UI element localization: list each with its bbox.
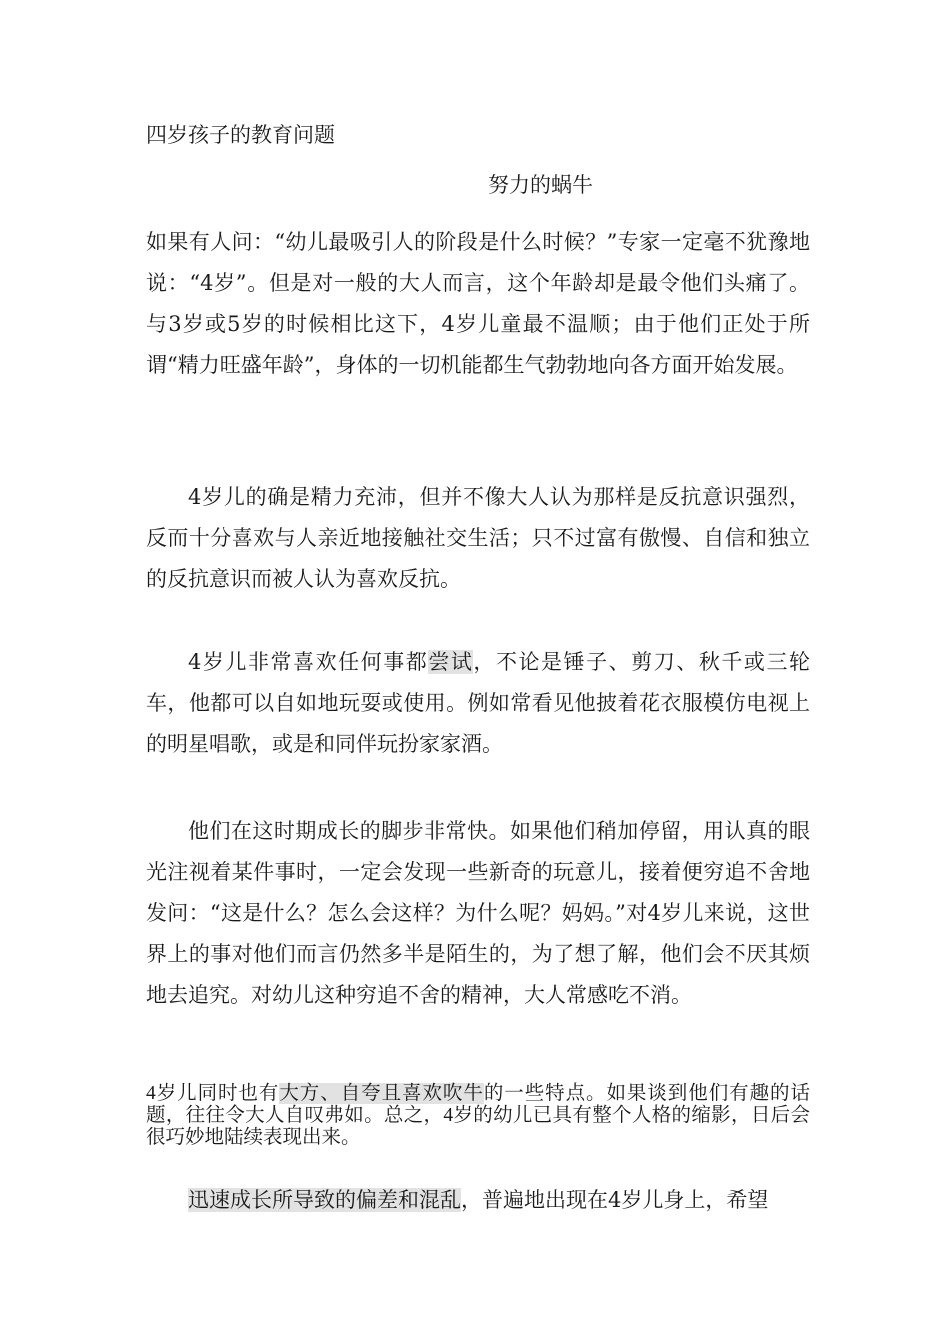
text-segment: 4岁儿非常喜欢任何事都 (188, 650, 429, 674)
highlighted-text: 尝试 (428, 650, 474, 674)
paragraph-3 (146, 642, 810, 765)
highlighted-text: 迅速成长所导致的偏差和混乱 (188, 1188, 461, 1212)
author-name: 努力的蜗牛 (488, 173, 593, 197)
paragraph-4 (146, 811, 810, 1016)
text-segment: 如果有人问：“幼儿最吸引人的阶段是什么时候？”专家一定毫不犹豫地说：“4岁”。但是对一般的大人而言，这个年龄却是最令他们头痛了。与3岁或5岁的时候相比这下，4岁儿童最不温顺；由于他们正处于所谓“精力旺盛年龄”，身体的一切机能都生气勃勃地向各方面开始发展。 (146, 230, 810, 377)
highlighted-text: 大方、自夸且喜欢吹牛 (279, 1083, 484, 1104)
paragraph-1 (146, 222, 810, 386)
document-title: 四岁孩子的教育问题 (146, 123, 335, 147)
text-segment: 4岁儿的确是精力充沛，但并不像大人认为那样是反抗意识强烈，反而十分喜欢与人亲近地接触社交生活；只不过富有傲慢、自信和独立的反抗意识而被人认为喜欢反抗。 (146, 485, 810, 591)
text-segment: 4岁儿同时也有 (146, 1083, 280, 1104)
paragraph-5 (146, 1083, 810, 1149)
text-segment: ，普遍地出现在4岁儿身上，希望 (461, 1188, 769, 1212)
paragraph-6 (146, 1180, 810, 1221)
text-segment: 他们在这时期成长的脚步非常快。如果他们稍加停留，用认真的眼光注视着某件事时，一定会发现一些新奇的玩意儿，接着便穷追不舍地发问：“这是什么？怎么会这样？为什么呢？妈妈。”对4岁儿来说，这世界上的事对他们而言仍然多半是陌生的，为了想了解，他们会不厌其烦地去追究。对幼儿这种穷追不舍的精神，大人常感吃不消。 (146, 819, 810, 1007)
text-segment: ，不论是锤子、剪刀、秋千或三轮车，他都可以自如地玩耍或使用。例如常看见他披着花衣服模仿电视上的明星唱歌，或是和同伴玩扮家家酒。 (146, 650, 811, 756)
text-segment: 的一些特点。如果谈到他们有趣的话题，往往令大人自叹弗如。总之，4岁的幼儿已具有整个人格的缩影，日后会很巧妙地陆续表现出来。 (146, 1083, 810, 1148)
paragraph-2 (146, 477, 810, 600)
